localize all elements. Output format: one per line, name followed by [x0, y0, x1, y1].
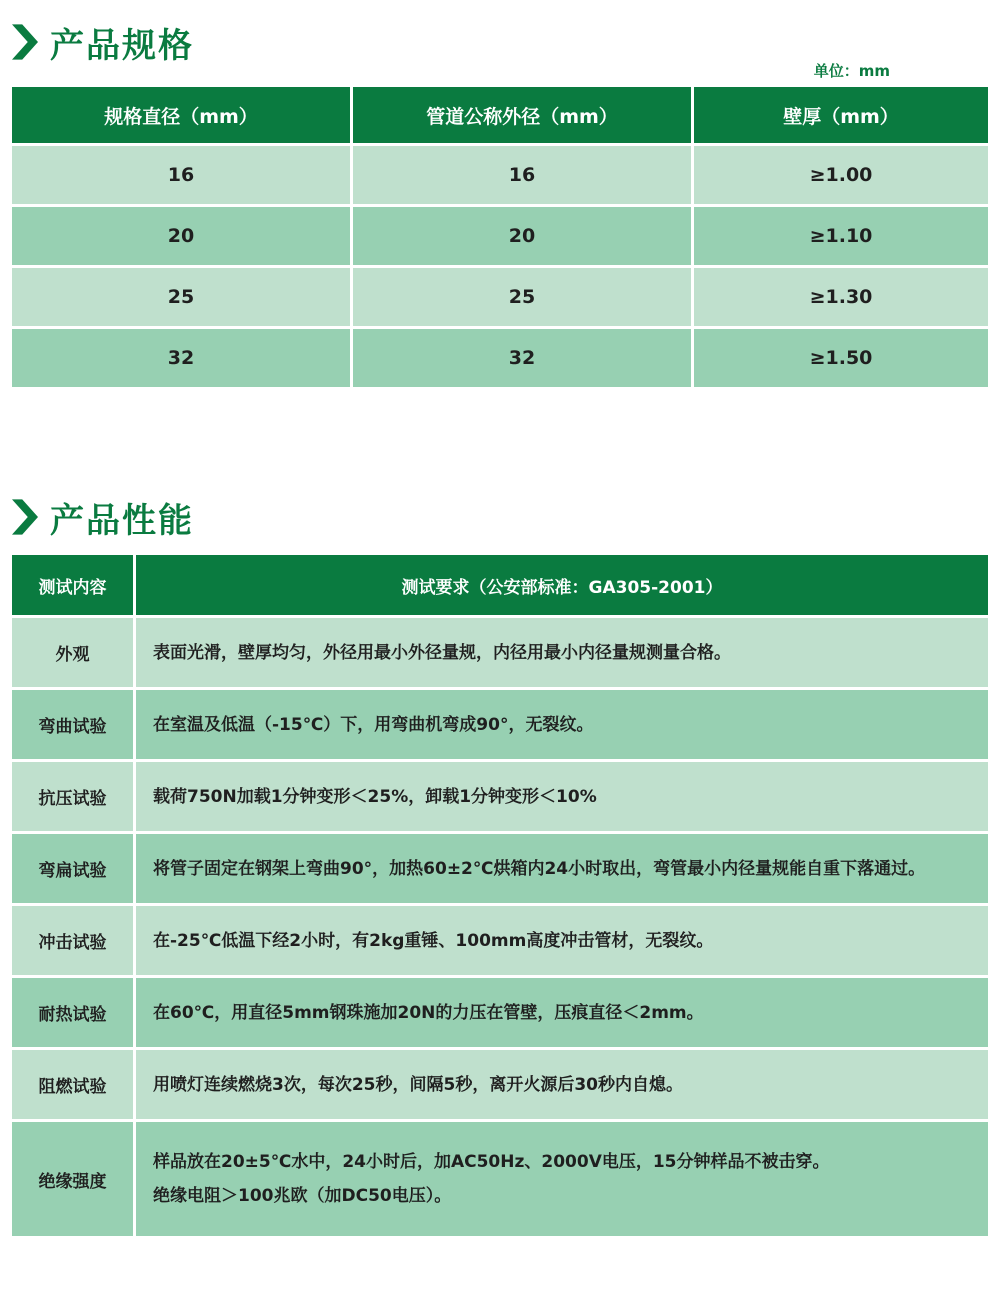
table-cell: 20 — [12, 207, 350, 265]
table-cell: ≥1.00 — [694, 146, 988, 204]
table-cell: 16 — [12, 146, 350, 204]
table-cell: 25 — [12, 268, 350, 326]
table-cell: 20 — [353, 207, 691, 265]
table-cell: 32 — [353, 329, 691, 387]
unit-note: 单位：mm — [813, 62, 890, 80]
test-name-heat: 耐热试验 — [12, 978, 133, 1047]
test-requirement: 将管子固定在钢架上弯曲90°，加热60±2℃烘箱内24小时取出，弯管最小内径量规能自重下落通过。 — [136, 834, 988, 903]
test-name-insulation: 绝缘强度 — [12, 1122, 133, 1236]
specs-section-title: 产品规格 — [50, 25, 194, 66]
test-requirement: 表面光滑，壁厚均匀，外径用最小外径量规，内径用最小内径量规测量合格。 — [136, 618, 988, 687]
test-name-impact: 冲击试验 — [12, 906, 133, 975]
test-name-flame: 阻燃试验 — [12, 1050, 133, 1119]
test-requirement: 在60℃，用直径5mm钢珠施加20N的力压在管壁，压痕直径＜2mm。 — [136, 978, 988, 1047]
specs-table — [12, 87, 988, 387]
requirement-line: 样品放在20±5℃水中，24小时后，加AC50Hz、2000V电压，15分钟样品不被击穿。 — [153, 1152, 830, 1172]
section-spacer — [0, 387, 1000, 495]
perf-col-header-test-requirement: 测试要求（公安部标准：GA305-2001） — [136, 555, 988, 615]
test-requirement: 在室温及低温（-15℃）下，用弯曲机弯成90°，无裂纹。 — [136, 690, 988, 759]
specs-section-header — [12, 0, 1000, 64]
perf-col-header-test-item: 测试内容 — [12, 555, 133, 615]
specs-col-header-diameter: 规格直径（mm） — [12, 87, 350, 143]
table-cell: ≥1.10 — [694, 207, 988, 265]
test-requirement: 在-25℃低温下经2小时，有2kg重锤、100mm高度冲击管材，无裂纹。 — [136, 906, 988, 975]
performance-section-title: 产品性能 — [50, 500, 194, 541]
test-requirement: 用喷灯连续燃烧3次，每次25秒，间隔5秒，离开火源后30秒内自熄。 — [136, 1050, 988, 1119]
test-name-flattening: 弯扁试验 — [12, 834, 133, 903]
performance-section-header — [12, 495, 1000, 539]
table-cell: ≥1.30 — [694, 268, 988, 326]
table-cell: 16 — [353, 146, 691, 204]
chevron-right-icon — [12, 499, 38, 535]
test-requirement — [136, 1122, 988, 1236]
performance-table — [12, 555, 988, 1236]
requirement-line: 绝缘电阻＞100兆欧（加DC50电压）。 — [153, 1186, 452, 1206]
test-name-appearance: 外观 — [12, 618, 133, 687]
specs-col-header-wall-thickness: 壁厚（mm） — [694, 87, 988, 143]
table-cell: 32 — [12, 329, 350, 387]
test-requirement: 载荷750N加载1分钟变形＜25%，卸载1分钟变形＜10% — [136, 762, 988, 831]
table-cell: ≥1.50 — [694, 329, 988, 387]
test-name-bending: 弯曲试验 — [12, 690, 133, 759]
chevron-right-icon — [12, 24, 38, 60]
table-cell: 25 — [353, 268, 691, 326]
specs-col-header-outer-diameter: 管道公称外径（mm） — [353, 87, 691, 143]
test-name-compression: 抗压试验 — [12, 762, 133, 831]
